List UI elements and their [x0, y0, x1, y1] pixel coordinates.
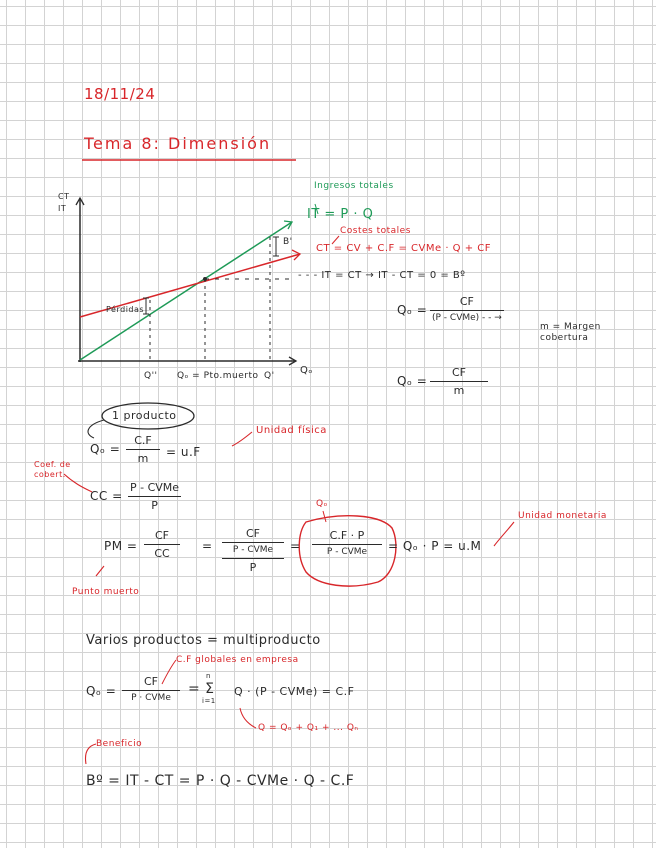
multi-sum-bottom: i=1 [202, 697, 216, 705]
note-title: Tema 8: Dimensión [84, 134, 272, 153]
pm-f3-denominator: P - CVMe [326, 547, 368, 557]
tick-label-q-prime: Q' [264, 371, 275, 381]
ct-equation: CT = CV + C.F = CVMe · Q + CF [316, 243, 492, 254]
q0c-numerator: C.F [134, 434, 152, 447]
pm-q0-mark: Qₒ [316, 499, 328, 509]
y-axis-label-it: IT [58, 204, 67, 213]
q0b-numerator: CF [451, 366, 466, 379]
q0c-denominator: m [137, 452, 149, 465]
side-equation: - - - IT = CT → IT - CT = 0 = Bº [298, 270, 466, 281]
y-axis-label-ct: CT [58, 192, 70, 201]
note-date: 18/11/24 [84, 85, 156, 103]
it-equation: IT = P · Q [307, 207, 374, 222]
q0c-fraction [126, 435, 160, 464]
pm-fraction-1 [144, 530, 180, 559]
cc-numerator: P - CVMe [130, 481, 180, 494]
multi-denominator: P · CVMe [131, 693, 171, 703]
multi-lhs: Qₒ = [86, 684, 117, 698]
coef-note: Coef. de cobert. [34, 460, 71, 480]
cf-globales-note: C.F globales en empresa [176, 655, 299, 665]
pm-rhs: = Qₒ · P = u.M [388, 539, 482, 553]
margen-note: m = Margen cobertura [540, 322, 601, 344]
multi-sum: = Σ [188, 681, 215, 697]
q0-numerator: CF [459, 295, 474, 308]
q0b-lhs: Qₒ = [397, 374, 428, 388]
q0c-rhs: = u.F [166, 445, 201, 459]
bubble-text: 1 producto [112, 409, 177, 422]
multi-note: Q = Qₒ + Q₁ + ... Qₙ [258, 723, 359, 733]
multi-sum-top: n [206, 672, 211, 680]
q0-denominator: (P - CVMe) - - → [432, 313, 502, 323]
pm-equals-2: = [290, 539, 301, 553]
pm-f2-numerator: CF [245, 527, 260, 540]
cc-fraction [128, 482, 181, 511]
cc-denominator: P [151, 499, 158, 512]
pm-equals-1: = [202, 539, 213, 553]
tick-label-q-double-prime: Q'' [144, 371, 158, 381]
it-line [80, 222, 292, 360]
multi-numerator: CF [143, 675, 158, 688]
pm-f2-denominator-bottom: P [249, 561, 257, 574]
multi-rhs: Q · (P - CVMe) = C.F [234, 685, 355, 698]
multi-heading: Varios productos = multiproducto [86, 633, 321, 648]
unidad-monetaria-note: Unidad monetaria [518, 511, 607, 521]
q0b-denominator: m [453, 384, 465, 397]
benefit-mark: B' [283, 237, 293, 247]
pm-f3-numerator: C.F · P [329, 529, 365, 542]
beneficio-note: Beneficio [96, 739, 143, 749]
pm-fraction-3 [312, 530, 382, 557]
q0-lhs: Qₒ = [397, 303, 428, 317]
beneficio-equation: Bº = IT - CT = P · Q - CVMe · Q - C.F [86, 773, 355, 789]
pm-f1-denominator: CC [154, 547, 170, 560]
loss-label: Pérdidas [106, 305, 145, 314]
pm-f2-denominator-top: P - CVMe [232, 545, 274, 555]
x-axis-label: Qₒ [300, 365, 314, 376]
unidad-fisica-note: Unidad física [256, 425, 327, 436]
cc-lhs: CC = [90, 489, 123, 503]
q0b-fraction [430, 367, 488, 396]
q0c-lhs: Qₒ = [90, 442, 121, 456]
multi-fraction [122, 676, 180, 703]
ingresos-note: Ingresos totales [314, 181, 394, 191]
pm-lhs: PM = [104, 539, 138, 553]
punto-muerto-note: Punto muerto [72, 587, 140, 597]
costes-note: Costes totales [340, 226, 411, 236]
pm-fraction-2 [222, 528, 284, 573]
q0-fraction [430, 296, 504, 323]
tick-label-q0: Qₒ = Pto.muerto [177, 371, 259, 381]
pm-f1-numerator: CF [154, 529, 169, 542]
